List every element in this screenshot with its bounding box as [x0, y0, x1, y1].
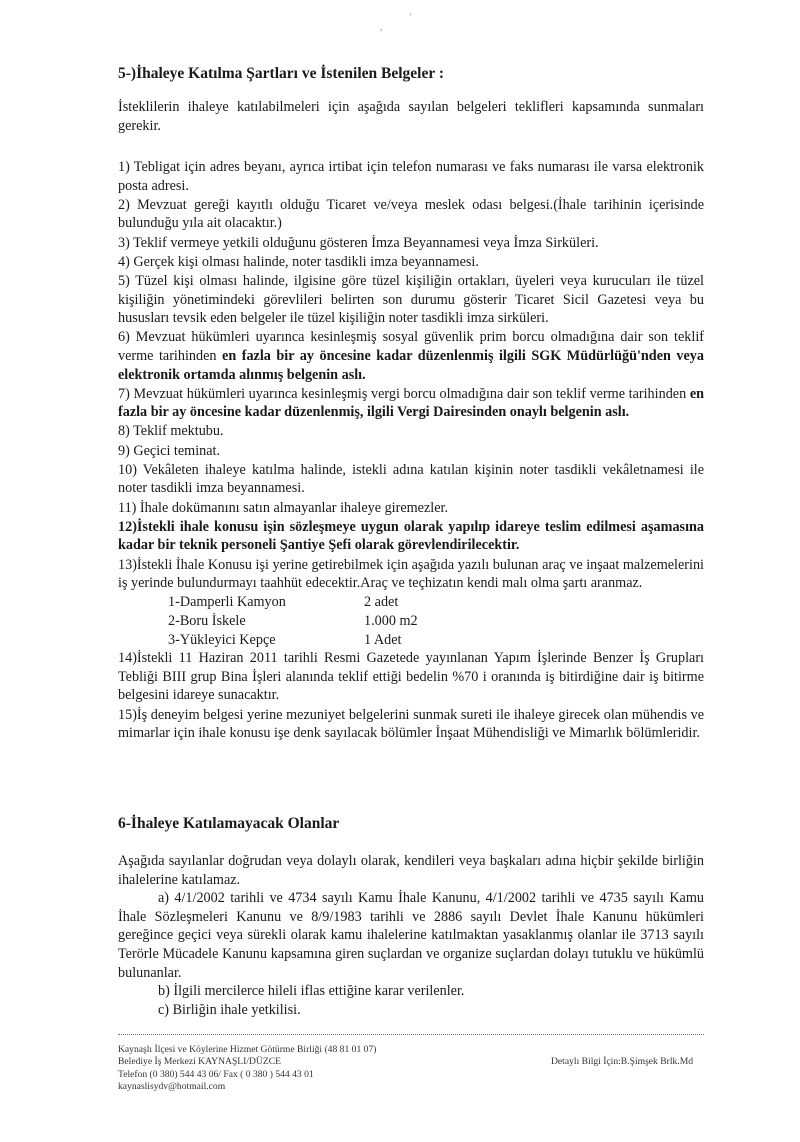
equipment-quantity: 1.000 m2 [364, 612, 418, 629]
list-item: 10) Vekâleten ihaleye katılma halinde, istekli adına katılan kişinin noter tasdikli vekâletnamesi ile noter tasdikli imza beyannamesi. [118, 461, 704, 497]
list-item: 4) Gerçek kişi olması halinde, noter tasdikli imza beyannamesi. [118, 253, 479, 270]
footer-divider [118, 1034, 704, 1035]
list-item: 8) Teklif mektubu. [118, 423, 224, 440]
list-item: a) 4/1/2002 tarihli ve 4734 sayılı Kamu İhale Kanunu, 4/1/2002 tarihli ve 4735 sayılı Kamu İhale Sözleşmeleri Kanunu ve 8/9/1983 tarihli ve 2886 sayılı Devlet İhale Kanunu hükümleri gereğince geçici veya sürekli olarak kamu ihalelerine katılmaktan yasaklanmış olanlar ile 3713 sayılı Terörle Mücadele Kanunu kapsamına giren suçlardan ve organize suçlardan dolayı tutuklu ve hükümlü bulunanlar. [118, 890, 704, 981]
list-item: 11) İhale dokümanını satın almayanlar ihaleye giremezler. [118, 499, 448, 516]
scan-mark: ' [410, 12, 412, 22]
list-item: 3) Teklif vermeye yetkili olduğunu gösteren İmza Beyannamesi veya İmza Sirküleri. [118, 234, 599, 251]
equipment-name: 3-Yükleyici Kepçe [168, 631, 276, 648]
list-item: 5) Tüzel kişi olması halinde, ilgisine göre tüzel kişiliğin ortakları, üyeleri veya kurucuları ile tüzel kişiliğin yönetimindeki görevlileri belirten son durumu gösterir Ticaret Sicil Gazetesi veya bu hususları tevsik eden belgeler ile tüzel kişiliğin noter tasdikli imza sirküleri. [118, 272, 704, 327]
footer-line: Belediye İş Merkezi KAYNAŞLI/DÜZCE [118, 1056, 281, 1068]
section-6-heading: 6-İhaleye Katılamayacak Olanlar [118, 815, 340, 832]
list-item: 2) Mevzuat gereği kayıtlı olduğu Ticaret ve/veya meslek odası belgesi.(İhale tarihinin içerisinde bulunduğu yıla ait olacaktır.) [118, 196, 704, 232]
equipment-row [118, 612, 704, 631]
scan-mark: , [380, 22, 383, 32]
equipment-name: 1-Damperli Kamyon [168, 594, 286, 611]
equipment-row [118, 593, 704, 612]
list-item: 6) Mevzuat hükümleri uyarınca kesinleşmiş sosyal güvenlik prim borcu olmadığına dair son teklif verme tarihinden en fazla bir ay öncesine kadar düzenlenmiş ilgili SGK Müdürlüğü'nden veya elektronik ortamda alınmış belgenin aslı. [118, 329, 704, 383]
section-5-heading: 5-)İhaleye Katılma Şartları ve İstenilen Belgeler : [118, 65, 445, 82]
list-item: 15)İş deneyim belgesi yerine mezuniyet belgelerini sunmak sureti ile ihaleye girecek olan mühendis ve mimarlar için ihale konusu işe denk sayılacak bölümler İnşaat Mühendisliği ve Mimarlık bölümleridir. [118, 706, 704, 742]
equipment-name: 2-Boru İskele [168, 612, 246, 629]
section-5-intro: İsteklilerin ihaleye katılabilmeleri için aşağıda sayılan belgeleri teklifleri kapsamında sunmaları gerekir. [118, 99, 704, 134]
list-item: 7) Mevzuat hükümleri uyarınca kesinleşmiş vergi borcu olmadığına dair son teklif verme tarihinden en fazla bir ay öncesine kadar düzenlenmiş, ilgili Vergi Dairesinden onaylı belgenin aslı. [118, 385, 704, 421]
footer-address [118, 1044, 478, 1094]
footer-line: Kaynaşlı İlçesi ve Köylerine Hizmet Götürme Birliği (48 81 01 07) [118, 1044, 377, 1055]
equipment-quantity: 1 Adet [364, 631, 402, 648]
list-item: b) İlgili mercilerce hileli iflas ettiğine karar verilenler. [158, 983, 465, 1000]
equipment-row [118, 631, 704, 650]
footer-contact: Detaylı Bilgi İçin:B.Şimşek Brlk.Md [551, 1056, 694, 1067]
section-6-intro: Aşağıda sayılanlar doğrudan veya dolaylı olarak, kendileri veya başkaları adına hiçbir şekilde birliğin ihalelerine katılamaz. [118, 853, 704, 888]
exclusions-list [118, 852, 704, 1019]
list-item: 13)İstekli İhale Konusu işi yerine getirebilmek için aşağıda yazılı bulunan araç ve inşaat malzemelerini iş yerinde bulundurmayı taahhüt edecektir.Araç ve teçhizatın kendi malı olma şartı aranmaz. [118, 556, 704, 592]
footer-line: Telefon (0 380) 544 43 06/ Fax ( 0 380 ) 544 43 01 [118, 1068, 314, 1080]
list-item: 12)İstekli ihale konusu işin sözleşmeye uygun olarak yapılıp idareye teslim edilmesi aşamasına kadar bir teknik personeli Şantiye Şefi olarak görevlendirilecektir. [118, 518, 704, 554]
requirements-list [118, 158, 704, 743]
list-item: c) Birliğin ihale yetkilisi. [158, 1001, 301, 1018]
equipment-table [118, 593, 704, 649]
equipment-quantity: 2 adet [364, 594, 399, 611]
list-item: 9) Geçici teminat. [118, 442, 221, 459]
footer-email: kaynaslisydv@hotmail.com [118, 1081, 226, 1093]
list-item: 1) Tebligat için adres beyanı, ayrıca irtibat için telefon numarası ve faks numarası ile varsa elektronik posta adresi. [118, 159, 704, 194]
list-item: 14)İstekli 11 Haziran 2011 tarihli Resmi Gazetede yayınlanan Yapım İşlerinde Benzer İş Grupları Tebliği BIII grup Bina İşleri alanında teklif ettiği bedelin %70 i oranında iş bitirdiğine dair iş bitirme belgesini idareye sunacaktır. [118, 650, 704, 704]
